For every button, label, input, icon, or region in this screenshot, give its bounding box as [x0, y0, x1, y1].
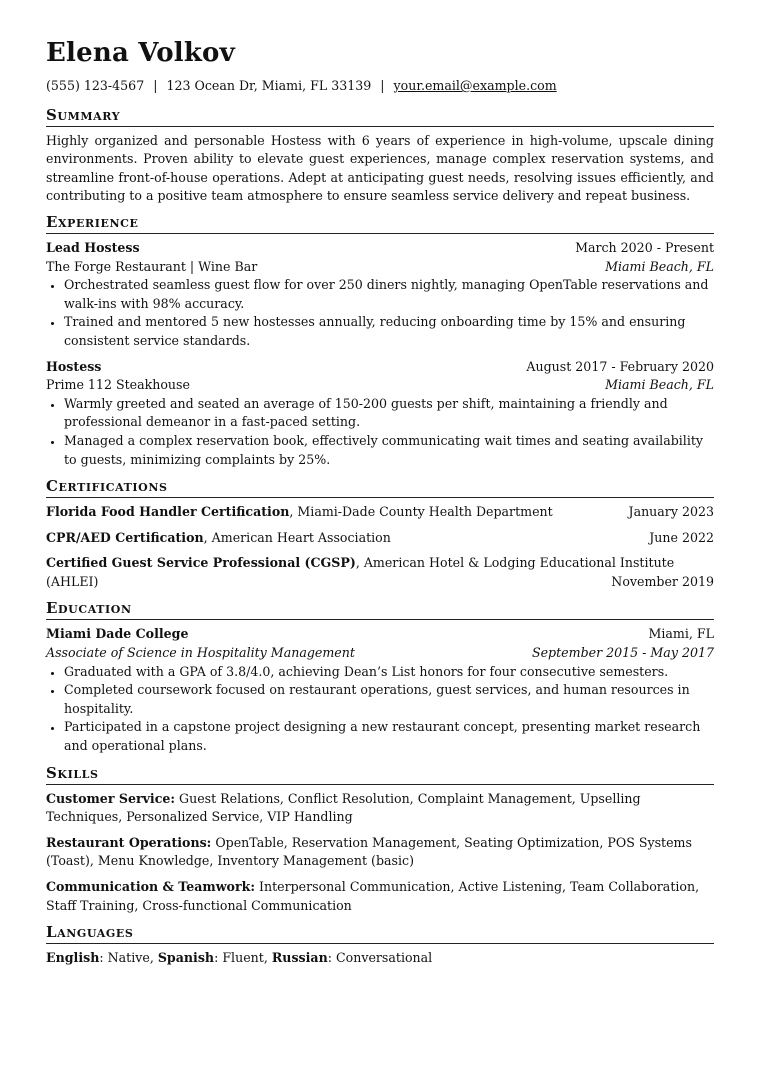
job-bullets — [46, 395, 714, 469]
skill-label: Communication & Teamwork: — [46, 879, 255, 894]
contact-separator: | — [153, 78, 158, 93]
address: 123 Ocean Dr, Miami, FL 33139 — [166, 78, 372, 93]
skill-group — [46, 834, 714, 871]
job-company: The Forge Restaurant | Wine Bar — [46, 258, 258, 274]
contact-separator: | — [380, 78, 385, 93]
skill-group — [46, 878, 714, 915]
section-title-summary: Summary — [46, 105, 714, 127]
contact-line — [46, 77, 714, 96]
languages-line — [46, 949, 714, 968]
job-bullets — [46, 276, 714, 350]
cert-date: January 2023 — [628, 504, 714, 520]
language-level: : Native, — [99, 950, 158, 966]
language-name: Russian — [271, 950, 328, 966]
job-subheader — [46, 258, 714, 277]
bullet-item: • Participated in a capstone project designing a new restaurant concept, presenting market research and operational plans. — [64, 718, 714, 755]
skill-label: Customer Service: — [46, 790, 176, 806]
bullet-item: • Warmly greeted and seated an average of 150-200 guests per shift, maintaining a friendly and professional demeanor in a fast-paced setting. — [64, 395, 714, 432]
cert-name: Florida Food Handler Certification — [46, 504, 290, 520]
cert-name: CPR/AED Certification — [46, 529, 204, 545]
summary-text: Highly organized and personable Hostess with 6 years of experience in high-volume, upscale dining environments. Proven ability to elevate guest experiences, manage complex reservation systems, and streamline front-of-house operations. Adept at anticipating guest needs, resolving issues efficiently, and contributing to a positive team atmosphere to ensure seamless service delivery and repeat business. — [46, 132, 714, 204]
phone: (555) 123-4567 — [46, 78, 145, 93]
education-subheader — [46, 644, 714, 663]
job-role: Lead Hostess — [46, 239, 140, 255]
job-location: Miami Beach, FL — [605, 258, 714, 274]
skill-text: OpenTable, Reservation Management, Seating Optimization, POS Systems (Toast), Menu Knowledge, Inventory Management (basic) — [46, 834, 692, 869]
job-location: Miami Beach, FL — [605, 377, 714, 393]
education-dates: September 2015 - May 2017 — [531, 645, 714, 661]
certification-item — [46, 554, 714, 591]
section-title-experience: Experience — [46, 212, 714, 234]
cert-issuer: , American Hotel & Lodging Educational Institute (AHLEI) — [46, 555, 675, 589]
job-company: Prime 112 Steakhouse — [46, 377, 190, 393]
language-name: Spanish — [157, 950, 215, 966]
bullet-item: • Completed coursework focused on restaurant operations, guest services, and human resources in hospitality. — [64, 681, 714, 718]
section-title-education: Education — [46, 598, 714, 620]
degree: Associate of Science in Hospitality Management — [46, 645, 355, 661]
cert-date: November 2019 — [611, 573, 714, 589]
cert-issuer: , Miami-Dade County Health Department — [289, 504, 553, 520]
experience-entry — [46, 358, 714, 470]
section-title-languages: Languages — [46, 922, 714, 944]
skill-text: Interpersonal Communication, Active Listening, Team Collaboration, Staff Training, Cross-functional Communication — [46, 879, 700, 913]
school-name: Miami Dade College — [46, 626, 189, 642]
school-location: Miami, FL — [648, 626, 714, 642]
skill-group — [46, 790, 714, 827]
cert-issuer: , American Heart Association — [203, 529, 391, 545]
cert-name: Certified Guest Service Professional (CGSP) — [46, 555, 356, 571]
job-dates: August 2017 - February 2020 — [526, 358, 714, 374]
certification-item — [46, 529, 714, 548]
job-header — [46, 358, 714, 377]
section-title-certifications: Certifications — [46, 476, 714, 498]
language-level: : Fluent, — [214, 950, 272, 966]
education-bullets — [46, 663, 714, 756]
language-name: English — [46, 950, 100, 966]
job-subheader — [46, 376, 714, 395]
experience-entry — [46, 239, 714, 351]
skill-label: Restaurant Operations: — [46, 834, 212, 850]
education-entry — [46, 625, 714, 755]
candidate-name: Elena Volkov — [46, 38, 235, 68]
education-header — [46, 625, 714, 644]
job-dates: March 2020 - Present — [575, 239, 714, 255]
job-header — [46, 239, 714, 258]
email-link[interactable]: your.email@example.com — [393, 78, 557, 93]
cert-date: June 2022 — [649, 529, 714, 545]
certification-item — [46, 503, 714, 522]
bullet-item: • Managed a complex reservation book, effectively communicating wait times and seating availability to guests, minimizing complaints by 25%. — [64, 432, 714, 469]
job-role: Hostess — [46, 358, 102, 374]
bullet-item: • Graduated with a GPA of 3.8/4.0, achieving Dean’s List honors for four consecutive semesters. — [64, 663, 714, 682]
skill-text: Guest Relations, Conflict Resolution, Complaint Management, Upselling Techniques, Personalized Service, VIP Handling — [46, 790, 641, 825]
bullet-item: • Orchestrated seamless guest flow for over 250 diners nightly, managing OpenTable reservations and walk-ins with 98% accuracy. — [64, 276, 714, 313]
section-title-skills: Skills — [46, 763, 714, 785]
bullet-item: • Trained and mentored 5 new hostesses annually, reducing onboarding time by 15% and ensuring consistent service standards. — [64, 313, 714, 350]
language-level: : Conversational — [327, 950, 433, 966]
